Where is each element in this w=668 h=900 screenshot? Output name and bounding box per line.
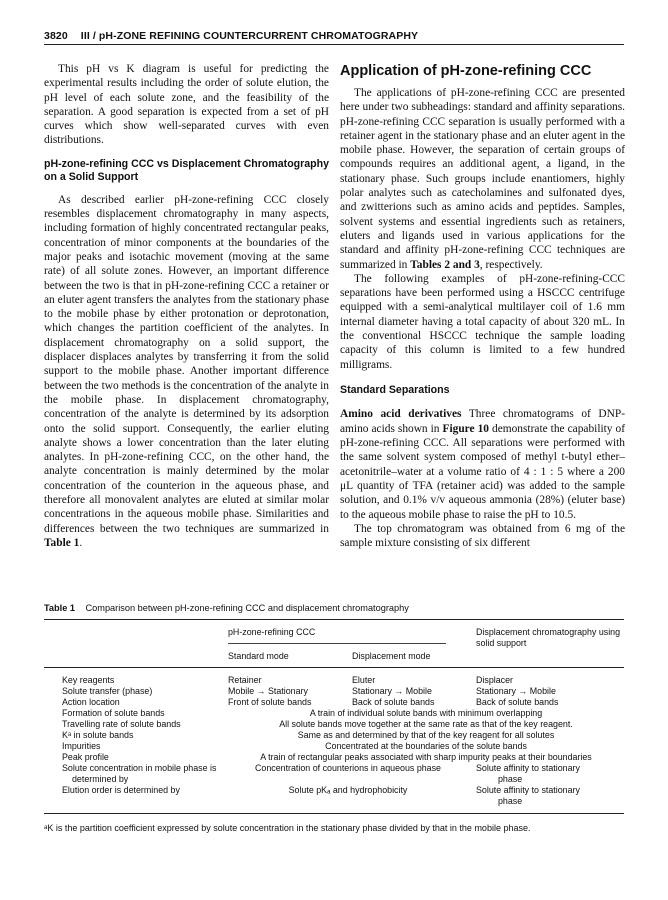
table-cell: Stationary → Mobile bbox=[476, 686, 556, 696]
table-cell: Eluter bbox=[352, 675, 376, 685]
table-label: Table 1 bbox=[44, 603, 75, 613]
table-cell: Solute affinity to stationary bbox=[476, 785, 580, 795]
spanning-cell: A train of rectangular peaks associated with sharp impurity peaks at their boundaries bbox=[260, 752, 592, 762]
table-caption-text: Comparison between pH-zone-refining CCC and displacement chromatography bbox=[85, 603, 409, 613]
row-label: Travelling rate of solute bands bbox=[62, 719, 181, 729]
row-label: Formation of solute bands bbox=[62, 708, 165, 718]
table-cell: Retainer bbox=[228, 675, 262, 685]
table-reference[interactable]: Table 1 bbox=[44, 536, 80, 549]
column-header-displacement: Displacement mode bbox=[352, 651, 431, 661]
paragraph: As described earlier pH-zone-refining CCC closely resembles displacement chromatography in many aspects, including formation of highly concentrated rectangular peaks, concentration of minor components at the boundaries of the major peaks and isotachic movement (moving at the same rate) of all solute zones. However, an important difference between the two is that in pH-zone-refining CCC a retainer or an eluter agent transfers the analytes from the stationary phase to the mobile phase by either protonation or deprotonation, which changes the partition coefficient of the analytes. In displacement chromatography on a solid support, the displacer displaces analytes by transferring it from the solid support to the mobile phase. Another important difference between the two methods is the concentration of the analyte in the mobile phase. In displacement chromatography, concentration of the analyte is determined by its adsorption onto the solid support. Consequently, the earlier eluting analyte shows a lower concentration than the later eluting analytes. In pH-zone-refining CCC, on the other hand, the analyte concentration is mainly determined by the molar concentration of the counterion in the aqueous phase, and therefore all monovalent analytes are eluted at similar molar concentrations in the aqueous mobile phase. Similarities and differences between the two techniques are summarized in Table 1. bbox=[44, 193, 329, 549]
spanning-cell: A train of individual solute bands with minimum overlapping bbox=[309, 708, 543, 718]
table-footnote: ᵃK is the partition coefficient expressed by solute concentration in the stationary phase divided by that in the mobile phase. bbox=[44, 823, 531, 833]
runin-heading: Amino acid derivatives bbox=[340, 408, 462, 421]
subsection-heading: Standard Separations bbox=[340, 383, 450, 396]
row-label: Solute concentration in mobile phase is bbox=[62, 763, 217, 773]
table-cell: Concentration of counterions in aqueous phase bbox=[254, 763, 441, 773]
spanning-cell: All solute bands move together at the same rate as that of the key reagent. bbox=[279, 719, 573, 729]
table-cell: Solute affinity to stationary bbox=[476, 763, 580, 773]
left-column bbox=[44, 62, 329, 550]
paragraph: The top chromatogram was obtained from 6 mg of the sample mixture consisting of six different bbox=[340, 522, 625, 550]
row-label: Elution order is determined by bbox=[62, 785, 180, 795]
table-top-rule bbox=[44, 619, 624, 620]
group-header: pH-zone-refining CCC bbox=[228, 627, 316, 637]
table-cell: Solute pKₐ and hydrophobicity bbox=[288, 785, 408, 795]
group-header-rule bbox=[228, 643, 446, 644]
paragraph: Amino acid derivatives Three chromatograms of DNP-amino acids shown in Figure 10 demonstrate the capability of pH-zone-refining CCC. All separations were performed with the same solvent system composed of methyl t-butyl ether–acetonitrile–water at a volume ratio of 4 : 1 : 5 where a 200 μL quantity of TFA (retainer acid) was added to the sample solution, and 0.1% v/v aqueous ammonia (28%) (eluter base) to the aqueous mobile phase to raise the pH to 10.5. bbox=[340, 408, 626, 521]
table-cell: Back of solute bands bbox=[352, 697, 435, 707]
section-heading: pH-zone-refining CCC vs Displacement Chromatography on a Solid Support bbox=[44, 157, 329, 184]
row-label: Peak profile bbox=[62, 752, 109, 762]
spanning-cell: Same as and determined by that of the key reagent for all solutes bbox=[297, 730, 555, 740]
paragraph: This pH vs K diagram is useful for predicting the experimental results including the order of solute elution, the pH level of each solute zone, and the feasibility of the separation. A good separation is expected from a set of pH curves which show well-separated curves with even distributions. bbox=[44, 63, 329, 147]
table-cell: Displacer bbox=[476, 675, 513, 685]
figure-reference[interactable]: Figure 10 bbox=[442, 422, 489, 435]
row-label: Impurities bbox=[62, 741, 101, 751]
column-header-standard: Standard mode bbox=[228, 651, 289, 661]
table-cell: Back of solute bands bbox=[476, 697, 559, 707]
row-label-continued: determined by bbox=[72, 774, 129, 784]
page-number: 3820 bbox=[44, 30, 68, 42]
tables-reference[interactable]: Tables 2 and 3 bbox=[410, 258, 480, 271]
right-column bbox=[340, 62, 625, 550]
row-label: Action location bbox=[62, 697, 120, 707]
running-title: III / pH-ZONE REFINING COUNTERCURRENT CHROMATOGRAPHY bbox=[80, 30, 419, 42]
header-rule bbox=[44, 44, 624, 45]
column-header-solid-support: Displacement chromatography using solid support bbox=[476, 627, 621, 648]
running-header bbox=[44, 30, 624, 42]
paragraph: The following examples of pH-zone-refining-CCC separations have been performed using a HSCCC centrifuge equipped with a semi-analytical multilayer coil of 1.6 mm internal diameter having a total capacity of about 320 mL. In the conventional HSCCC technique the sample loading capacity of this column is limited to a few hundred milligrams. bbox=[340, 272, 625, 371]
table-cell: Front of solute bands bbox=[228, 697, 312, 707]
table-cell-continued: phase bbox=[498, 796, 523, 806]
row-label: Key reagents bbox=[62, 675, 115, 685]
paragraph: The applications of pH-zone-refining CCC are presented here under two subheadings: standard and affinity separations. pH-zone-refining CCC separation is usually performed with a retainer agent in the stationary phase and an eluter agent in the mobile phase. However, the separation of certain groups of compounds requires an additional agent, a ligand, in the stationary phase. Such groups include enantiomers, highly polar analytes such as catecholamines and sulfonated dyes, and zwitterions such as amino acids and peptides. Samples, solvent systems and essential ingredients such as retainers, eluters and ligands used in various applications for the standard and affinity pH-zone-refining CCC techniques are summarized in Tables 2 and 3, respectively. bbox=[340, 87, 625, 271]
table-cell: Stationary → Mobile bbox=[352, 686, 432, 696]
spanning-cell: Concentrated at the boundaries of the solute bands bbox=[325, 741, 527, 751]
section-title: Application of pH-zone-refining CCC bbox=[340, 63, 592, 79]
table-cell: Mobile → Stationary bbox=[228, 686, 308, 696]
row-label: Solute transfer (phase) bbox=[62, 686, 153, 696]
table-cell-continued: phase bbox=[498, 774, 523, 784]
row-label: Kᵃ in solute bands bbox=[62, 730, 134, 740]
table-header-rule bbox=[44, 667, 624, 668]
table-bottom-rule bbox=[44, 813, 624, 814]
table-caption bbox=[44, 603, 624, 613]
